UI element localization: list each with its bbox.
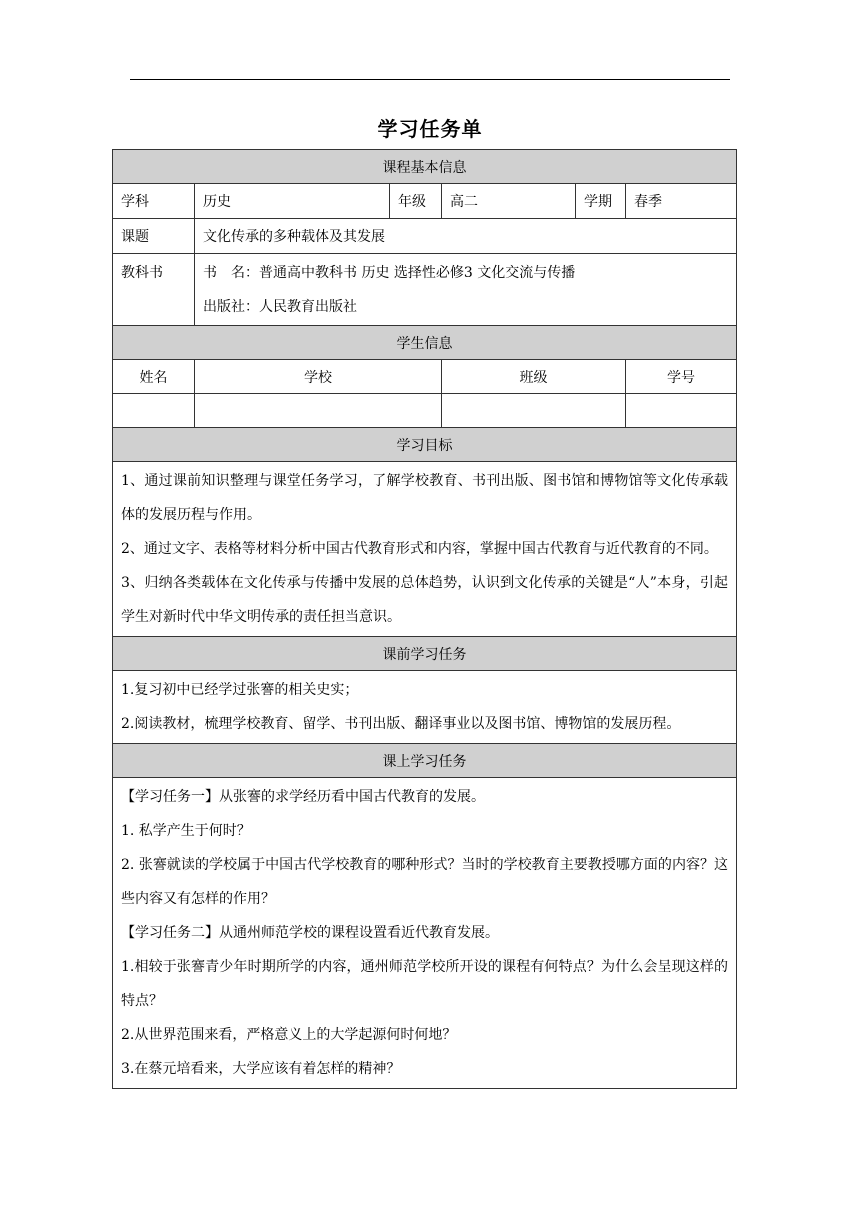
- term-value: 春季: [626, 184, 737, 219]
- in-class-item: 2. 张謇就读的学校属于中国古代学校教育的哪种形式？当时的学校教育主要教授哪方面的内容？这些内容又有怎样的作用？: [121, 857, 729, 907]
- textbook-row: [113, 254, 737, 326]
- in-class-item: 【学习任务一】从张謇的求学经历看中国古代教育的发展。: [121, 789, 485, 805]
- objective-item: 3、归纳各类载体在文化传承与传播中发展的总体趋势，认识到文化传承的关键是“人”本身，引起学生对新时代中华文明传承的责任担当意识。: [121, 575, 729, 625]
- in-class-item: 3.在蔡元培看来，大学应该有着怎样的精神？: [121, 1061, 401, 1077]
- student-id-field[interactable]: [626, 394, 737, 428]
- textbook-label: 教科书: [113, 254, 195, 326]
- student-info-header-row: [113, 360, 737, 394]
- pre-class-item: 1.复习初中已经学过张謇的相关史实；: [121, 682, 359, 698]
- objective-item: 1、通过课前知识整理与课堂任务学习，了解学校教育、书刊出版、图书馆和博物馆等文化传承载体的发展历程与作用。: [121, 473, 729, 523]
- pre-class-content: [113, 671, 737, 744]
- document-title: 学习任务单: [377, 117, 483, 141]
- student-class-header: 班级: [442, 360, 626, 394]
- student-class-field[interactable]: [442, 394, 626, 428]
- objectives-content: [113, 462, 737, 637]
- course-basic-row: [113, 184, 737, 219]
- topic-value: 文化传承的多种载体及其发展: [195, 219, 737, 254]
- in-class-item: 【学习任务二】从通州师范学校的课程设置看近代教育发展。: [121, 925, 499, 941]
- grade-label: 年级: [390, 184, 442, 219]
- student-school-header: 学校: [195, 360, 442, 394]
- subject-value: 历史: [195, 184, 390, 219]
- topic-row: [113, 219, 737, 254]
- student-name-header: 姓名: [113, 360, 195, 394]
- textbook-info: [195, 254, 737, 326]
- in-class-item: 2.从世界范围来看，严格意义上的大学起源何时何地？: [121, 1027, 457, 1043]
- in-class-content: [113, 778, 737, 1089]
- in-class-header: 课上学习任务: [113, 744, 737, 778]
- in-class-item: 1. 私学产生于何时？: [121, 823, 251, 839]
- student-id-header: 学号: [626, 360, 737, 394]
- student-school-field[interactable]: [195, 394, 442, 428]
- course-info-header: 课程基本信息: [113, 150, 737, 184]
- objectives-header: 学习目标: [113, 428, 737, 462]
- objective-item: 2、通过文字、表格等材料分析中国古代教育形式和内容，掌握中国古代教育与近代教育的不同。: [121, 541, 718, 557]
- student-info-header: 学生信息: [113, 326, 737, 360]
- task-sheet-table: [112, 149, 737, 1089]
- grade-value: 高二: [442, 184, 576, 219]
- textbook-publisher: 出版社：人民教育出版社: [203, 298, 357, 315]
- header-rule: [130, 79, 730, 80]
- topic-label: 课题: [113, 219, 195, 254]
- term-label: 学期: [576, 184, 626, 219]
- pre-class-header: 课前学习任务: [113, 637, 737, 671]
- in-class-item: 1.相较于张謇青少年时期所学的内容，通州师范学校所开设的课程有何特点？为什么会呈现这样的特点？: [121, 959, 729, 1009]
- student-info-value-row: [113, 394, 737, 428]
- student-name-field[interactable]: [113, 394, 195, 428]
- subject-label: 学科: [113, 184, 195, 219]
- pre-class-item: 2.阅读教材，梳理学校教育、留学、书刊出版、翻译事业以及图书馆、博物馆的发展历程。: [121, 716, 681, 732]
- textbook-name: 书 名：普通高中教科书 历史 选择性必修3 文化交流与传播: [203, 264, 576, 281]
